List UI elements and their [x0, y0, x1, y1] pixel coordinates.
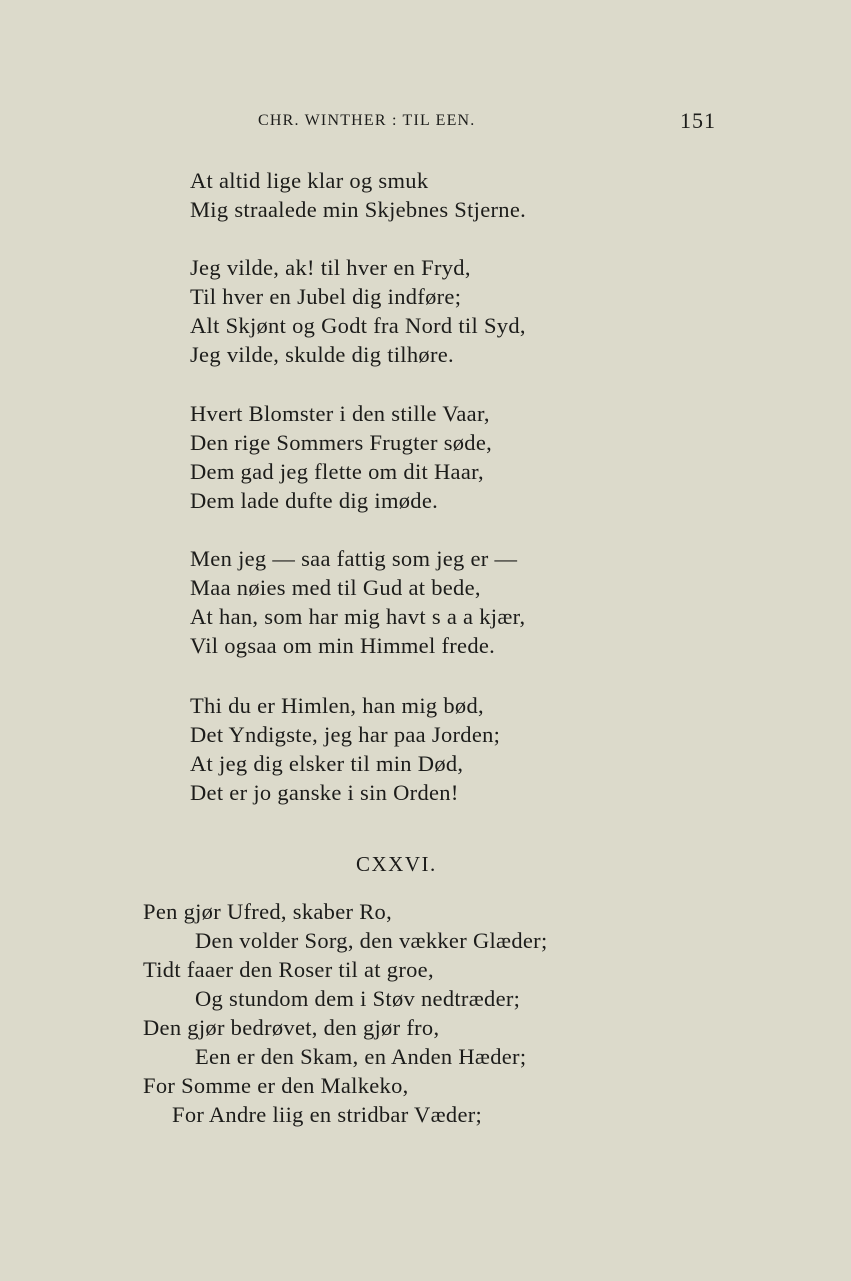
verse-line: Tidt faaer den Roser til at groe,: [143, 957, 434, 982]
verse-line: Den gjør bedrøvet, den gjør fro,: [143, 1015, 440, 1040]
verse-line: For Somme er den Malkeko,: [143, 1073, 409, 1098]
verse-line: Pen gjør Ufred, skaber Ro,: [143, 899, 392, 924]
poem-line: At han, som har mig havt s a a kjær,: [190, 604, 526, 629]
verse-line-indented: Den volder Sorg, den vækker Glæder;: [195, 928, 548, 953]
poem-line: At altid lige klar og smuk: [190, 168, 429, 193]
verse-line-indented: Og stundom dem i Støv nedtræder;: [195, 986, 521, 1011]
poem-line: Jeg vilde, ak! til hver en Fryd,: [190, 255, 471, 280]
page-header: [0, 108, 851, 142]
section-title: CXXVI.: [356, 852, 437, 876]
poem-line: Mig straalede min Skjebnes Stjerne.: [190, 197, 527, 222]
poem-line: Thi du er Himlen, han mig bød,: [190, 693, 484, 718]
poem-line: Vil ogsaa om min Himmel frede.: [190, 633, 496, 658]
poem-line: Den rige Sommers Frugter søde,: [190, 430, 493, 455]
poem-line: Det Yndigste, jeg har paa Jorden;: [190, 722, 501, 747]
poem-line: Dem lade dufte dig imøde.: [190, 488, 439, 513]
poem-line: At jeg dig elsker til min Død,: [190, 751, 464, 776]
poem-line: Dem gad jeg flette om dit Haar,: [190, 459, 484, 484]
poem-line: Jeg vilde, skulde dig tilhøre.: [190, 342, 454, 367]
poem-line: Alt Skjønt og Godt fra Nord til Syd,: [190, 313, 526, 338]
page-number: 151: [680, 108, 716, 133]
poem-line: Maa nøies med til Gud at bede,: [190, 575, 481, 600]
running-head: CHR. WINTHER : TIL EEN.: [258, 112, 476, 129]
poem-line: Hvert Blomster i den stille Vaar,: [190, 401, 490, 426]
poem-line: Det er jo ganske i sin Orden!: [190, 780, 459, 805]
poem-line: Til hver en Jubel dig indføre;: [190, 284, 462, 309]
poem-line: Men jeg — saa fattig som jeg er —: [190, 546, 518, 571]
verse-line-indented: For Andre liig en stridbar Væder;: [172, 1102, 483, 1127]
verse-line-indented: Een er den Skam, en Anden Hæder;: [195, 1044, 527, 1069]
